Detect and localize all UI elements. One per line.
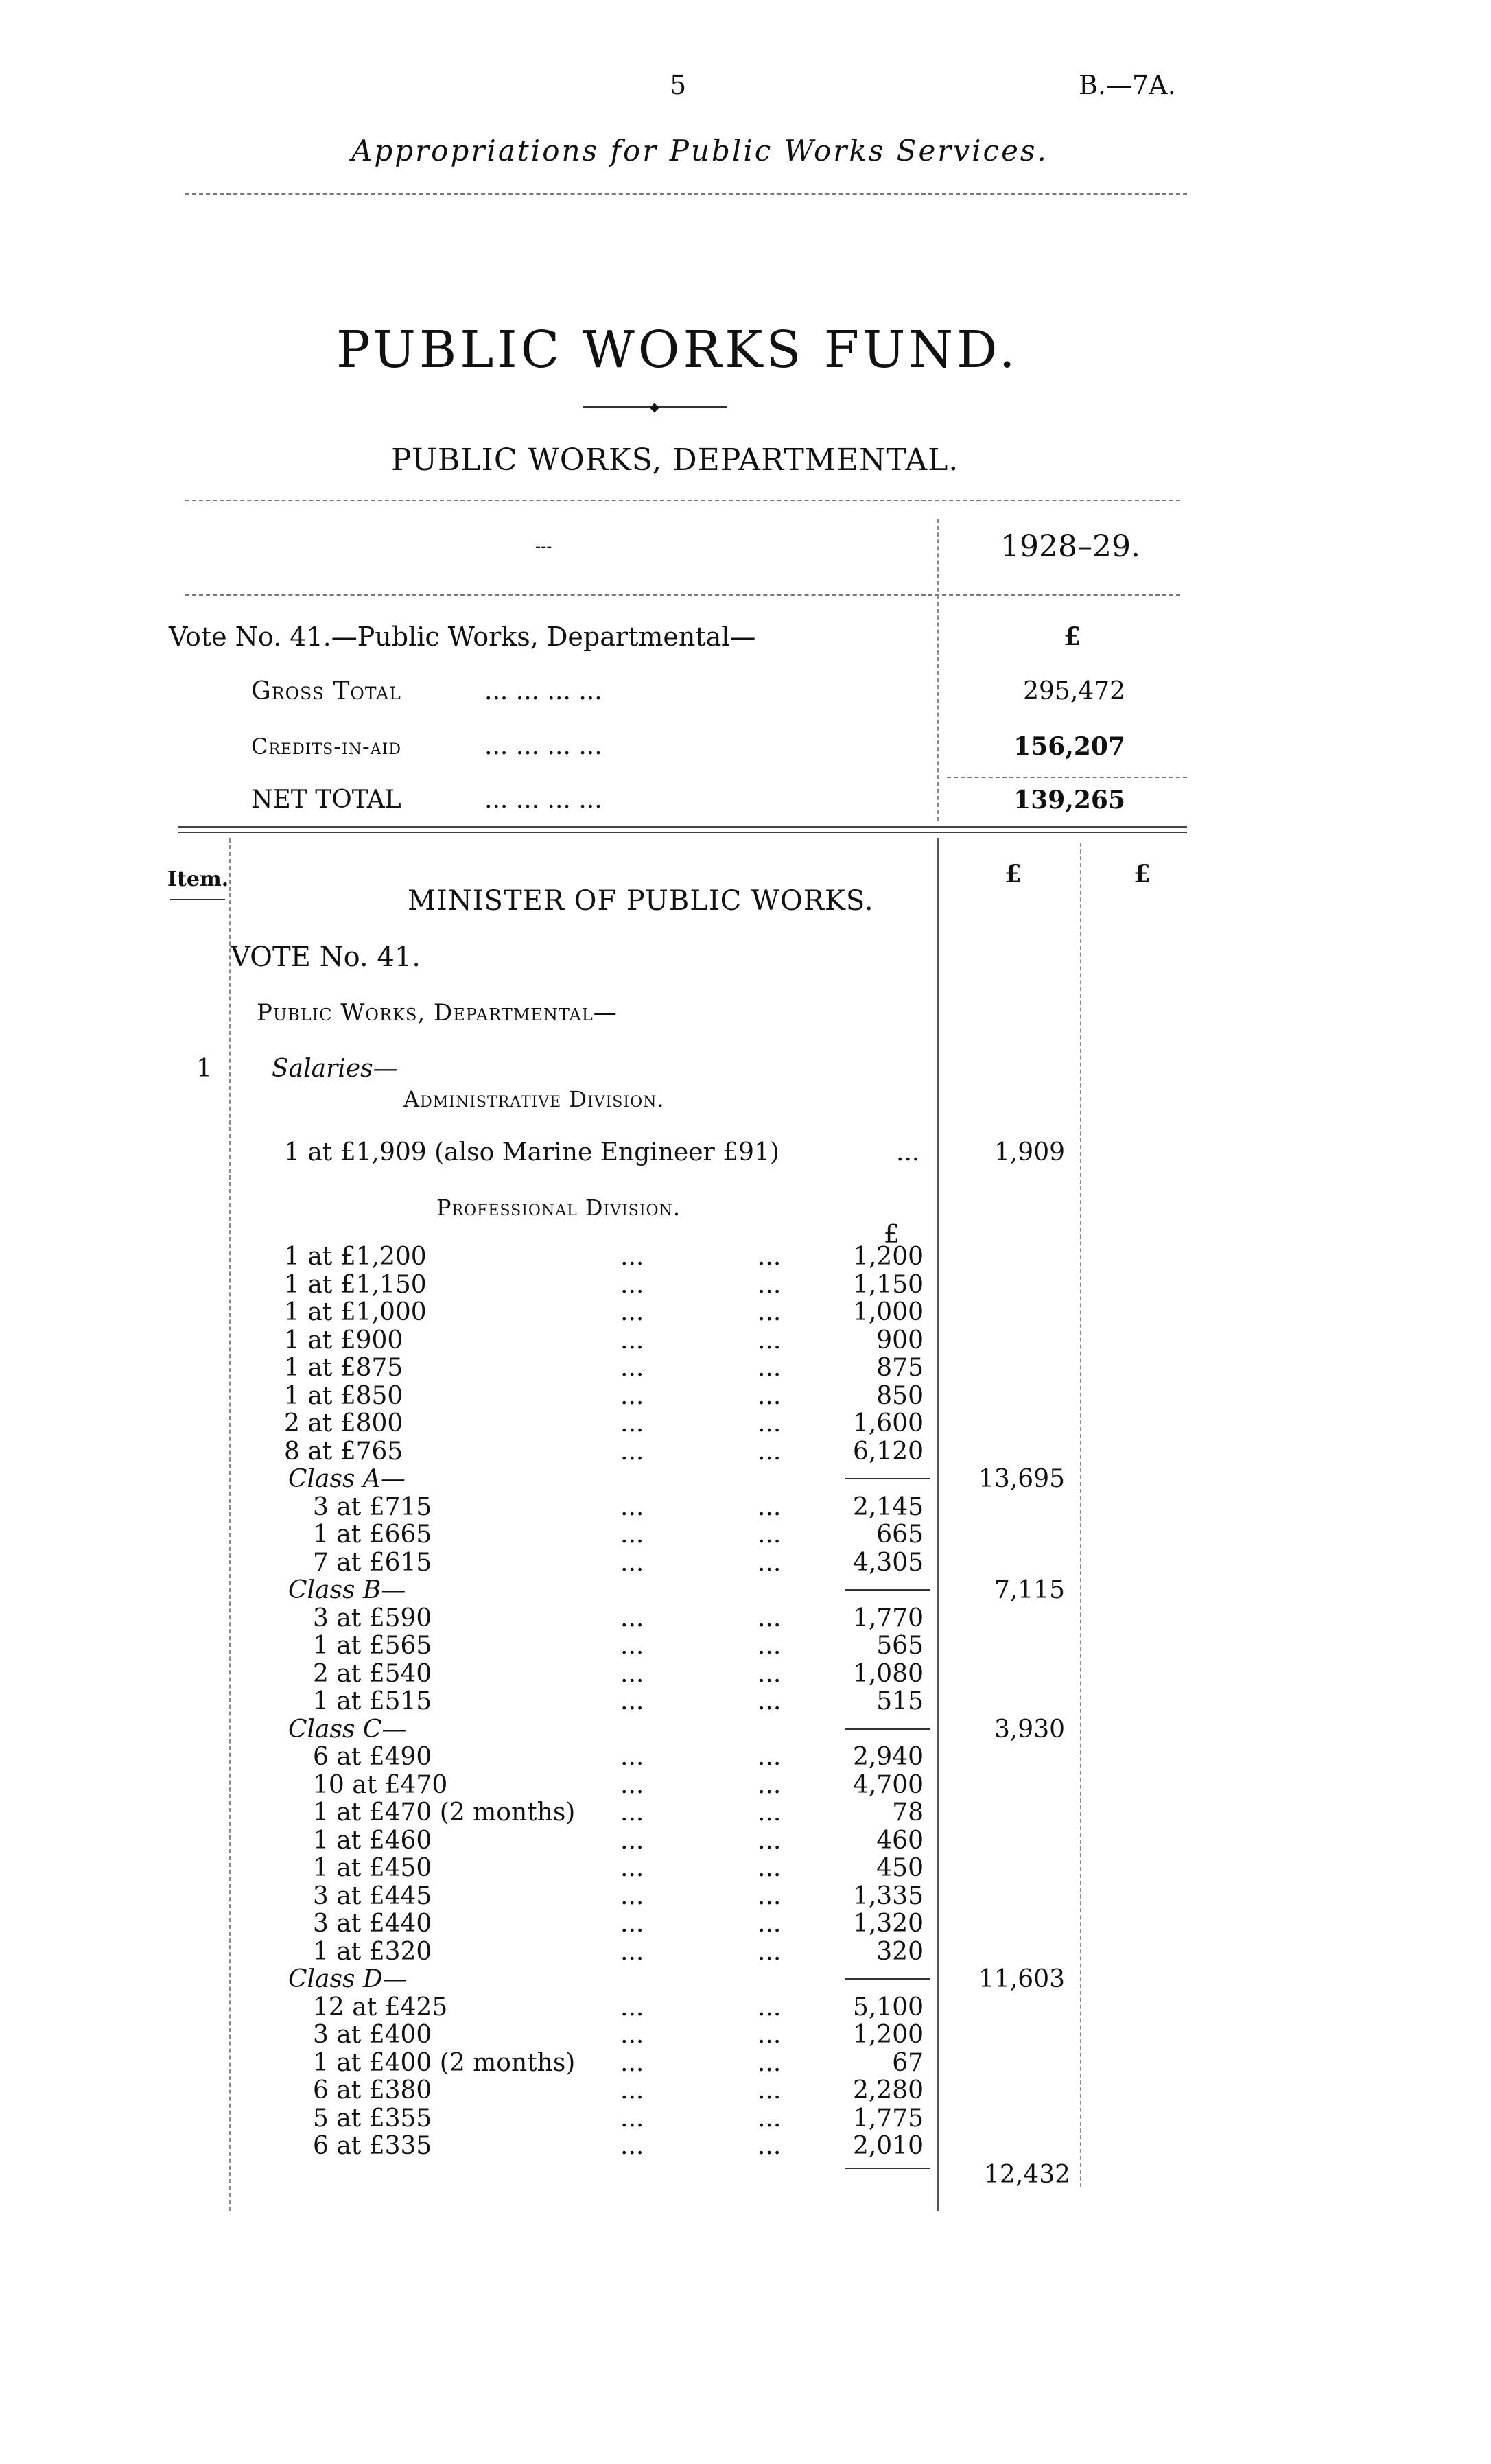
salary-line-row (0, 1827, 1491, 1855)
salary-line-amount: 1,150 (852, 1271, 924, 1299)
detail-currency-1: £ (1005, 860, 1022, 889)
section-subtitle: PUBLIC WORKS, DEPARTMENTAL. (391, 443, 959, 478)
salary-line-row (0, 2105, 1491, 2133)
summary-year-rule (185, 594, 1180, 596)
salary-line-label: 3 at £440 (313, 1910, 432, 1938)
salary-line-row (0, 1799, 1491, 1827)
dot-leader: ... (758, 1354, 782, 1382)
salary-line-label: 12 at £425 (313, 1993, 448, 2021)
dot-leader: ... (620, 1632, 644, 1660)
dot-leader: ... (620, 1354, 644, 1382)
dot-leader: ... (758, 1660, 782, 1688)
salary-line-row (0, 1271, 1491, 1299)
subtotal-rule (845, 1978, 930, 1980)
salary-line-amount: 1,775 (852, 2104, 924, 2133)
salary-line-row (0, 1772, 1491, 1799)
salary-line-row (0, 1744, 1491, 1771)
salary-line-row (0, 1243, 1491, 1271)
salary-line-row (0, 1632, 1491, 1660)
class-label: Class C— (288, 1715, 407, 1744)
dot-leader: ... (758, 1326, 782, 1354)
salary-line-label: 1 at £1,000 (284, 1298, 427, 1326)
dot-leader: ... (620, 2021, 644, 2049)
salary-line-amount: 320 (876, 1938, 924, 1966)
dot-leader: ... (758, 1854, 782, 1882)
dot-leader: ... (620, 1604, 644, 1632)
vote-title: Vote No. 41.—Public Works, Departmental— (169, 622, 756, 652)
summary-top-rule (185, 500, 1180, 501)
salary-line-label: 1 at £1,150 (284, 1271, 427, 1299)
salary-line-row (0, 2133, 1491, 2160)
salary-line-label: 1 at £665 (313, 1521, 432, 1549)
salary-line-label: 5 at £355 (313, 2104, 432, 2133)
salary-line-amount: 875 (876, 1354, 924, 1382)
dot-leader: ... (620, 2076, 644, 2104)
dot-leader: ... (758, 1771, 782, 1799)
subtotal-rule (845, 1589, 930, 1591)
item-header-rule (170, 899, 225, 900)
salary-line-row (0, 2050, 1491, 2077)
dot-leader: ... (758, 1938, 782, 1966)
dot-leader: ... (620, 1882, 644, 1910)
summary-currency: £ (1064, 622, 1081, 651)
salary-line-amount: 515 (876, 1687, 924, 1715)
class-subtotal: 13,695 (978, 1465, 1065, 1493)
salary-line-label: 2 at £540 (313, 1660, 432, 1688)
salary-line-amount: 5,100 (852, 1993, 924, 2021)
salary-line-row (0, 1549, 1491, 1577)
dot-leader: ... (620, 1409, 644, 1438)
dot-leader: ... (758, 1549, 782, 1577)
dot-leader: ... (620, 2104, 644, 2133)
salary-line-amount: 565 (876, 1632, 924, 1660)
salary-line-row (0, 1383, 1491, 1410)
admin-salary-total: 1,909 (994, 1138, 1065, 1166)
class-label: Class D— (288, 1965, 408, 1993)
salary-line-amount: 4,305 (852, 1549, 924, 1577)
dot-leader: ... (758, 1243, 782, 1271)
salary-line-amount: 1,200 (852, 2021, 924, 2049)
dot-leader: ... (620, 1687, 644, 1715)
salary-line-row (0, 1883, 1491, 1910)
salary-line-amount: 2,280 (852, 2076, 924, 2104)
dot-leader: ... (620, 1771, 644, 1799)
credits-rule (947, 777, 1187, 778)
salary-line-row (0, 1494, 1491, 1521)
salary-line-label: 10 at £470 (313, 1771, 448, 1799)
dot-leader: ... (758, 1743, 782, 1771)
dot-leader: ... (758, 1993, 782, 2021)
summary-column-rule (937, 519, 939, 821)
dot-leader: ... (620, 1271, 644, 1299)
salary-line-label: 3 at £715 (313, 1493, 432, 1521)
page-number: 5 (670, 70, 687, 100)
dot-leader: ... (758, 1632, 782, 1660)
salaries-heading: Salaries— (272, 1055, 398, 1083)
class-subtotal: 11,603 (978, 1965, 1065, 1993)
item-number: 1 (196, 1055, 212, 1083)
page-title: PUBLIC WORKS FUND. (336, 320, 1019, 379)
dot-leader: ... (758, 2021, 782, 2049)
salary-line-label: 8 at £765 (284, 1438, 403, 1466)
running-title: Appropriations for Public Works Services. (351, 134, 1048, 167)
sub-amount-currency: £ (884, 1221, 900, 1249)
class-subtotal: 7,115 (994, 1576, 1065, 1604)
subtotal-rule (845, 1728, 930, 1730)
salary-line-label: 1 at £515 (313, 1687, 432, 1715)
salary-line-amount: 1,335 (852, 1882, 924, 1910)
salary-line-row (0, 1994, 1491, 2021)
salary-line-amount: 67 (892, 2049, 924, 2077)
salary-line-label: 3 at £400 (313, 2021, 432, 2049)
final-total: 12,432 (984, 2161, 1070, 2189)
class-subtotal: 3,930 (994, 1715, 1065, 1744)
salary-line-row (0, 1354, 1491, 1382)
professional-division-heading: Professional Division. (436, 1195, 681, 1221)
dot-leader: ... (758, 1827, 782, 1855)
header-rule (185, 193, 1187, 195)
salary-line-amount: 1,600 (852, 1409, 924, 1438)
salary-line-label: 3 at £590 (313, 1604, 432, 1632)
class-label: Class B— (288, 1576, 406, 1604)
dot-leader: ... (758, 1493, 782, 1521)
salary-line-amount: 2,940 (852, 1743, 924, 1771)
salary-line-label: 6 at £335 (313, 2132, 432, 2160)
dot-leader: ... (758, 1882, 782, 1910)
salary-line-amount: 1,200 (852, 1243, 924, 1271)
gross-total-value: 295,472 (1023, 677, 1125, 705)
salary-line-row (0, 1938, 1491, 1966)
class-heading-row (0, 1466, 1491, 1493)
dot-leader: ... (758, 1521, 782, 1549)
salary-line-row (0, 1605, 1491, 1632)
item-column-header: Item. (167, 867, 229, 891)
net-total-value: 139,265 (1013, 786, 1125, 814)
dot-leader: ... (620, 2132, 644, 2160)
salary-line-label: 1 at £460 (313, 1827, 432, 1855)
salary-line-row (0, 1438, 1491, 1466)
final-subtotal-rule (845, 2168, 930, 2169)
dot-leader: ... (758, 1382, 782, 1410)
net-total-leader: ... ... ... ... (484, 786, 602, 814)
salary-line-label: 1 at £320 (313, 1938, 432, 1966)
subtotal-rule (845, 1478, 930, 1479)
salary-line-amount: 850 (876, 1382, 924, 1410)
credits-in-aid-label: Credits-in-aid (251, 734, 401, 760)
credits-in-aid-value: 156,207 (1013, 732, 1125, 761)
dot-leader: ... (620, 1660, 644, 1688)
salary-line-row (0, 1299, 1491, 1326)
dot-leader: ... (620, 1298, 644, 1326)
dot-leader: ... (758, 1910, 782, 1938)
salary-line-label: 1 at £470 (2 months) (313, 1798, 576, 1827)
dot-leader: ... (758, 1271, 782, 1299)
dot-leader: ... (620, 1438, 644, 1466)
class-heading-row (0, 1716, 1491, 1744)
dot-leader: ... (620, 1743, 644, 1771)
dot-leader: ... (620, 1910, 644, 1938)
salary-line-row (0, 2077, 1491, 2104)
salary-line-row (0, 1410, 1491, 1438)
salary-line-amount: 6,120 (852, 1438, 924, 1466)
salary-line-amount: 1,000 (852, 1298, 924, 1326)
salary-line-amount: 460 (876, 1827, 924, 1855)
summary-year: 1928–29. (1000, 529, 1140, 564)
salary-line-amount: 900 (876, 1326, 924, 1354)
dot-leader: ... (620, 1549, 644, 1577)
dot-leader: ... (620, 1243, 644, 1271)
salary-line-label: 6 at £380 (313, 2076, 432, 2104)
salary-line-row (0, 1521, 1491, 1549)
summary-bottom-rule-2 (178, 832, 1187, 833)
dot-leader: ... (758, 1604, 782, 1632)
dot-leader: ... (620, 2049, 644, 2077)
dot-leader: ... (758, 1409, 782, 1438)
salary-line-row (0, 1327, 1491, 1354)
minister-heading: MINISTER OF PUBLIC WORKS. (408, 885, 874, 917)
salary-line-amount: 78 (892, 1798, 924, 1827)
summary-dash: --- (535, 537, 552, 556)
salary-line-row (0, 2021, 1491, 2049)
salary-line-amount: 1,080 (852, 1660, 924, 1688)
dot-leader: ... (758, 2076, 782, 2104)
salary-line-label: 2 at £800 (284, 1409, 403, 1438)
dot-leader: ... (620, 1382, 644, 1410)
salary-line-amount: 1,320 (852, 1910, 924, 1938)
dot-leader: ... (758, 1687, 782, 1715)
detail-currency-2: £ (1134, 860, 1151, 889)
department-heading: Public Works, Departmental— (257, 999, 618, 1026)
salary-line-amount: 450 (876, 1854, 924, 1882)
gross-total-leader: ... ... ... ... (484, 677, 602, 705)
dot-leader: ... (620, 1326, 644, 1354)
dot-leader: ... (758, 2132, 782, 2160)
credits-in-aid-leader: ... ... ... ... (484, 732, 602, 760)
dot-leader: ... (620, 1798, 644, 1827)
dot-leader: ... (620, 1827, 644, 1855)
dot-leader: ... (620, 1938, 644, 1966)
dot-leader: ... (620, 1493, 644, 1521)
administrative-division-heading: Administrative Division. (403, 1086, 665, 1112)
dot-leader: ... (758, 1798, 782, 1827)
salary-line-amount: 665 (876, 1521, 924, 1549)
salary-line-row (0, 1661, 1491, 1688)
gross-total-label: Gross Total (251, 677, 401, 705)
diamond-icon: ◆ (650, 400, 659, 414)
dot-leader: ... (620, 1854, 644, 1882)
salary-line-amount: 2,010 (852, 2132, 924, 2160)
summary-bottom-rule-1 (178, 826, 1187, 828)
admin-salary-leader: ... (896, 1138, 920, 1166)
salary-line-amount: 4,700 (852, 1771, 924, 1799)
salary-line-label: 1 at £1,200 (284, 1243, 427, 1271)
document-reference: B.—7A. (1079, 70, 1176, 100)
class-heading-row (0, 1577, 1491, 1604)
class-label: Class A— (288, 1465, 406, 1493)
salary-line-label: 1 at £400 (2 months) (313, 2049, 576, 2077)
salary-line-label: 1 at £450 (313, 1854, 432, 1882)
dot-leader: ... (758, 2104, 782, 2133)
salary-line-label: 6 at £490 (313, 1743, 432, 1771)
salary-line-label: 1 at £565 (313, 1632, 432, 1660)
salary-line-label: 3 at £445 (313, 1882, 432, 1910)
admin-salary-line: 1 at £1,909 (also Marine Engineer £91) (284, 1138, 779, 1166)
class-heading-row (0, 1966, 1491, 1993)
salary-line-amount: 2,145 (852, 1493, 924, 1521)
dot-leader: ... (620, 1521, 644, 1549)
salary-line-row (0, 1910, 1491, 1938)
salary-line-row (0, 1855, 1491, 1882)
dot-leader: ... (758, 1438, 782, 1466)
dot-leader: ... (620, 1993, 644, 2021)
dot-leader: ... (758, 1298, 782, 1326)
vote-heading: VOTE No. 41. (231, 941, 421, 973)
salary-line-amount: 1,770 (852, 1604, 924, 1632)
salary-line-label: 1 at £850 (284, 1382, 403, 1410)
salary-line-label: 1 at £875 (284, 1354, 403, 1382)
dot-leader: ... (758, 2049, 782, 2077)
salary-line-row (0, 1688, 1491, 1715)
salary-line-label: 7 at £615 (313, 1549, 432, 1577)
net-total-label: NET TOTAL (251, 786, 401, 814)
salary-line-label: 1 at £900 (284, 1326, 403, 1354)
